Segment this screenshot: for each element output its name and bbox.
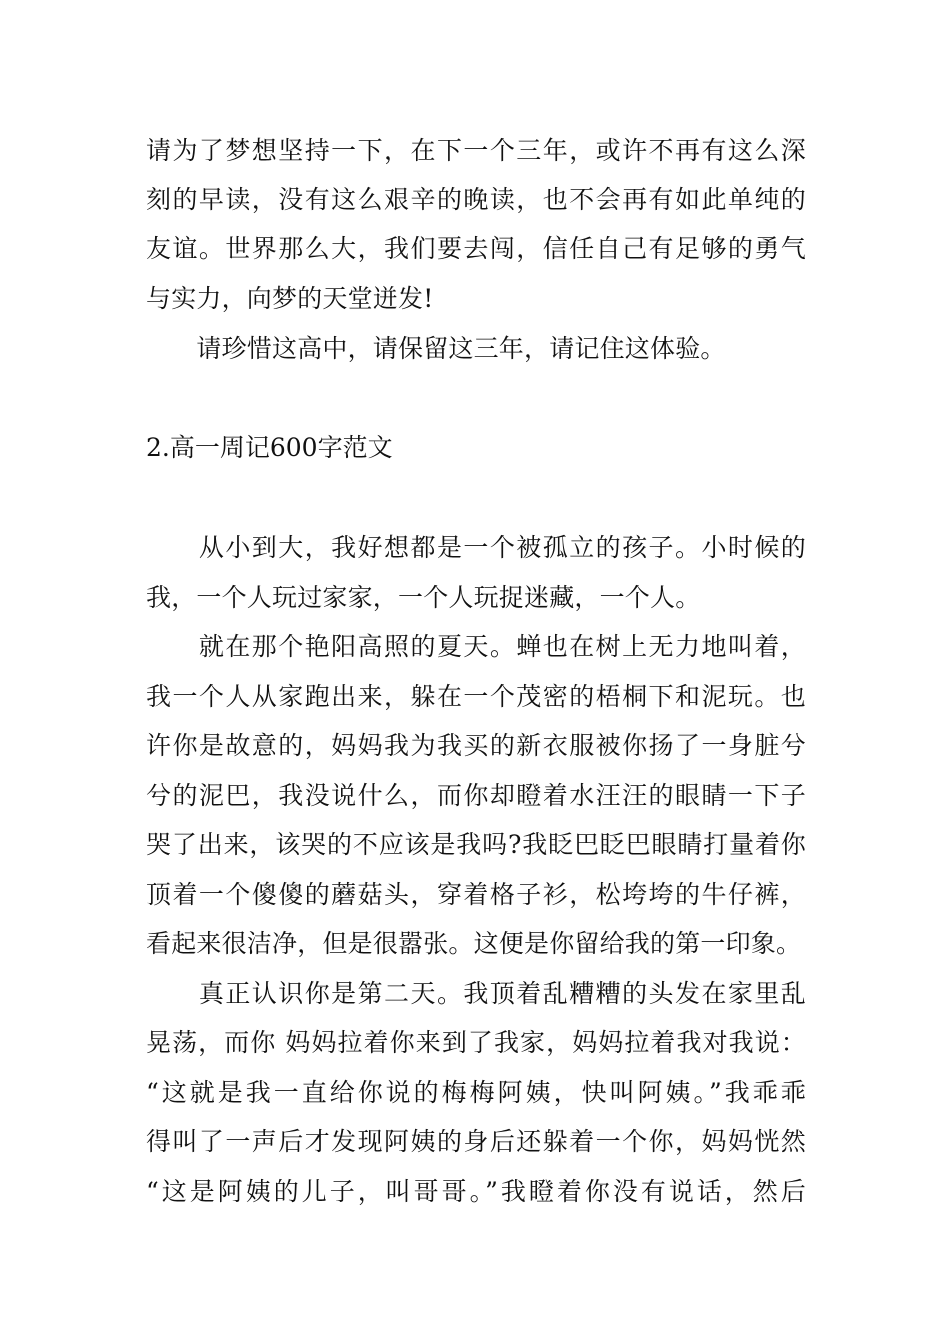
text-line: 我，一个人玩过家家，一个人玩捉迷藏，一个人。 [146, 583, 701, 612]
text-line: 兮的泥巴，我没说什么，而你却瞪着水汪汪的眼睛一下子 [146, 781, 806, 810]
text-line: 看起来很洁净，但是很嚣张。这便是你留给我的第一印象。 [146, 929, 802, 958]
text-line: 顶着一个傻傻的蘑菇头，穿着格子衫，松垮垮的牛仔裤， [146, 880, 806, 909]
text-line: 晃荡，而你 妈妈拉着你来到了我家，妈妈拉着我对我说： [146, 1028, 806, 1057]
text-line: 我一个人从家跑出来，躲在一个茂密的梧桐下和泥玩。也 [146, 682, 806, 711]
text-line: 就在那个艳阳高照的夏天。蝉也在树上无力地叫着， [146, 632, 806, 661]
text-line: 与实力，向梦的天堂迸发! [146, 284, 434, 313]
text-line: 刻的早读，没有这么艰辛的晚读，也不会再有如此单纯的 [146, 185, 806, 214]
text-line: 友谊。世界那么大，我们要去闯，信任自己有足够的勇气 [146, 234, 806, 263]
text-line: 哭了出来，该哭的不应该是我吗?我眨巴眨巴眼睛打量着你 [146, 830, 806, 859]
text-line: 许你是故意的，妈妈我为我买的新衣服被你扬了一身脏兮 [146, 731, 806, 760]
text-line: 真正认识你是第二天。我顶着乱糟糟的头发在家里乱 [146, 979, 806, 1008]
text-line: “这是阿姨的儿子，叫哥哥。”我瞪着你没有说话，然后 [146, 1177, 806, 1206]
text-line: 从小到大，我好想都是一个被孤立的孩子。小时候的 [146, 533, 806, 562]
text-line: “这就是我一直给你说的梅梅阿姨，快叫阿姨。”我乖乖 [146, 1078, 806, 1107]
text-line: 请为了梦想坚持一下，在下一个三年，或许不再有这么深 [146, 136, 806, 165]
section-heading: 2.高一周记600字范文 [146, 433, 393, 462]
text-line: 得叫了一声后才发现阿姨的身后还躲着一个你，妈妈恍然 [146, 1127, 806, 1156]
text-line: 请珍惜这高中，请保留这三年，请记住这体验。 [146, 334, 726, 363]
